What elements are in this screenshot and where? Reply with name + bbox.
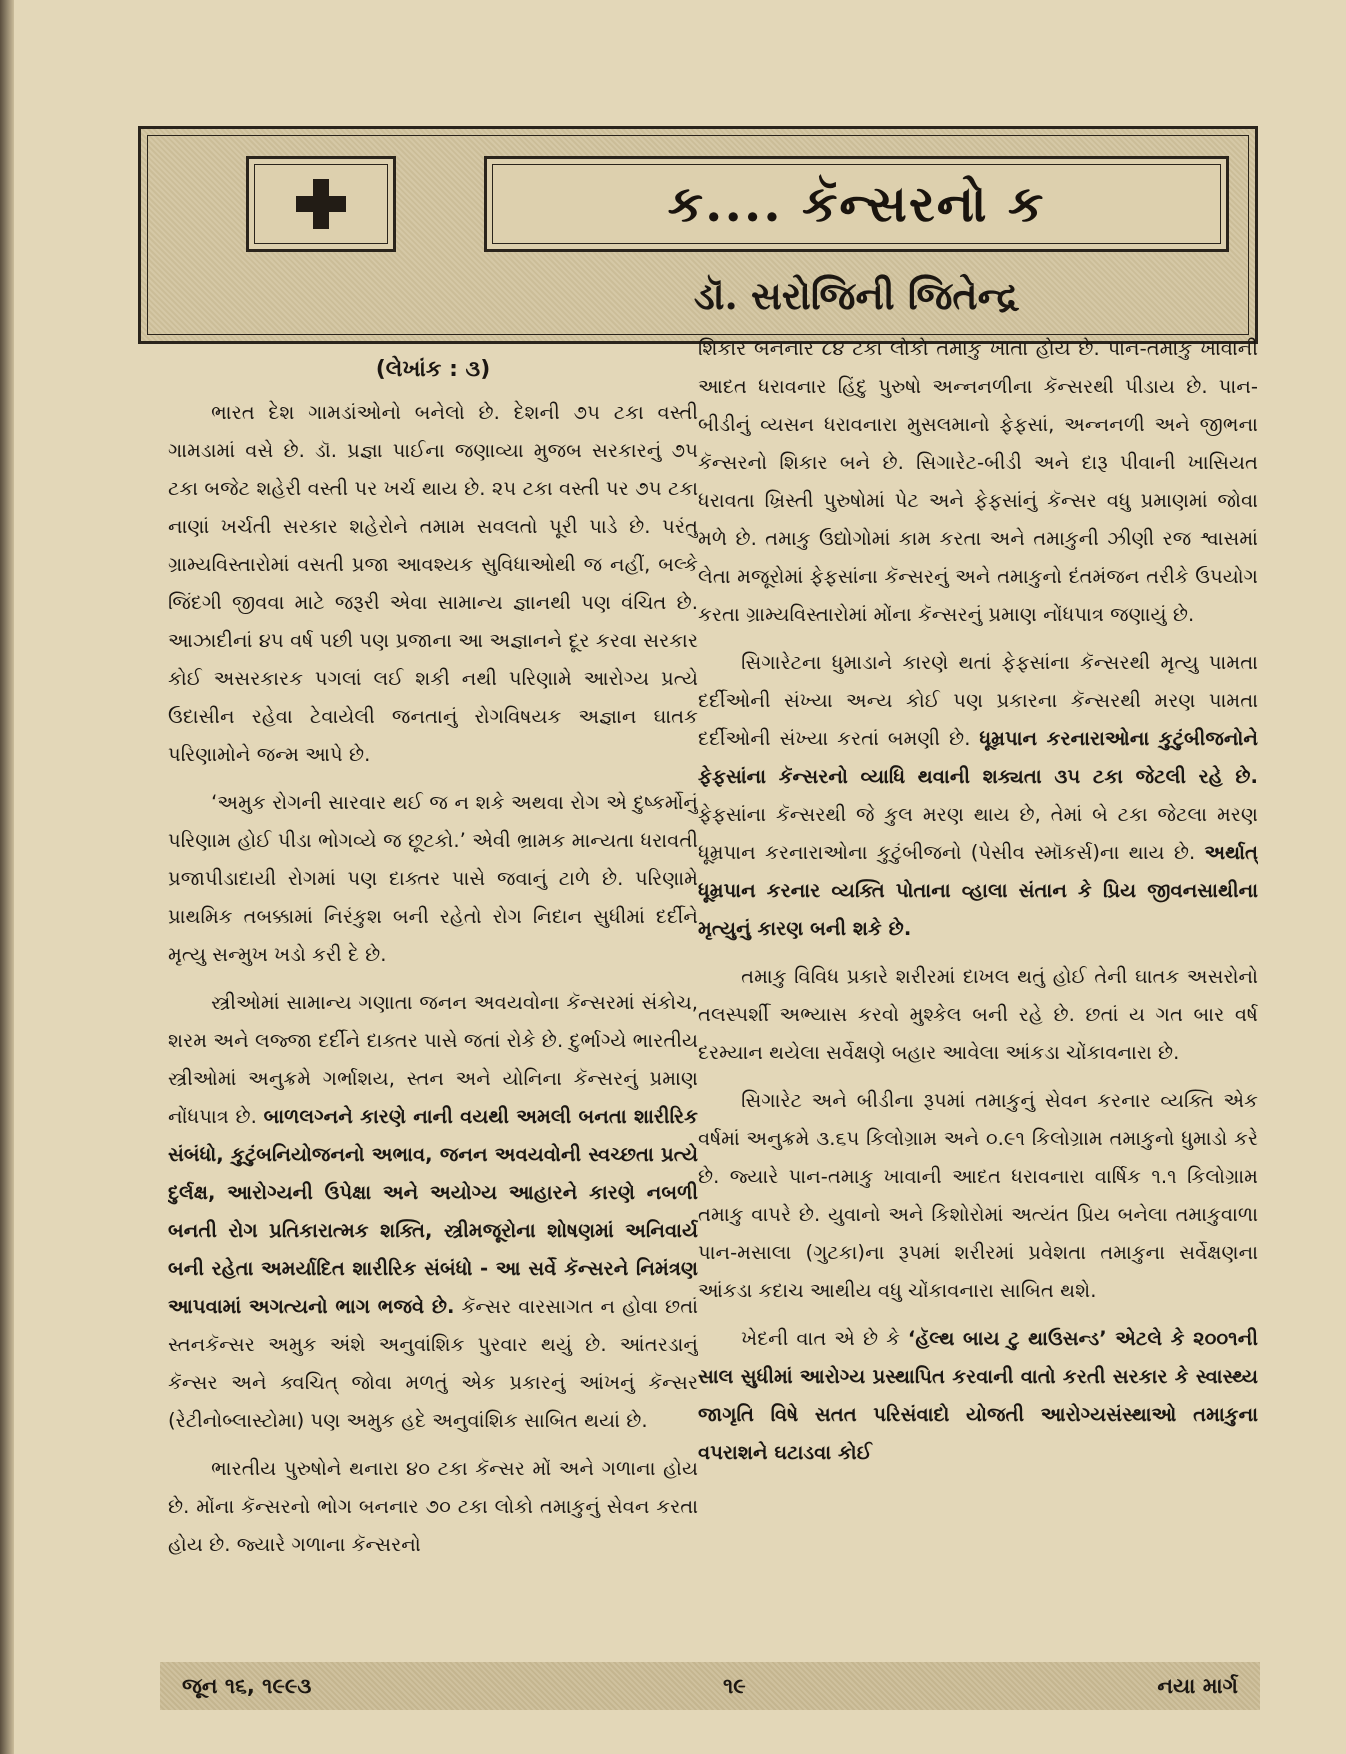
bold-text: ‘હૅલ્થ બાય ટુ થાઉસન્ડ’ એટલે કે ૨૦૦૧ની સાલ સુધીમાં આરોગ્ય પ્રસ્થાપિત કરવાની વાતો કરતી સરકાર કે સ્વાસ્થ્ય જાગૃતિ વિષે સતત પરિસંવાદો યોજતી આરોગ્યસંસ્થાઓ તમાકુના વપરાશને ઘટાડવા કોઈ — [698, 1327, 1258, 1464]
bold-text: અર્થાત્ ધૂમ્રપાન કરનાર વ્યક્તિ પોતાના વ્હાલા સંતાન કે પ્રિય જીવનસાથીના મૃત્યુનું કારણ બની શકે છે. — [698, 841, 1258, 940]
paragraph: ‘અમુક રોગની સારવાર થઈ જ ન શકે અથવા રોગ એ દુષ્કર્મોનું પરિણામ હોઈ પીડા ભોગવ્યે જ છૂટકો.’ એવી ભ્રામક માન્યતા ધરાવતી પ્રજાપીડાદાયી રોગમાં પણ દાક્તર પાસે જવાનું ટાળે છે. પરિણામે પ્રાથમિક તબક્કામાં નિરંકુશ બની રહેતો રોગ નિદાન સુધીમાં દર્દીને મૃત્યુ સન્મુખ ખડો કરી દે છે. — [168, 791, 698, 966]
paragraph-text: ફેફસાંના કૅન્સરથી જે કુલ મરણ થાય છે, તેમાં બે ટકા જેટલા મરણ ધૂમ્રપાન કરનારાઓના કુટુંબીજનો (પેસીવ સ્મૉકર્સ)ના થાય છે. — [698, 803, 1258, 864]
author-name: ડૉ. સરોજિની જિતેન્દ્ર — [693, 273, 1020, 318]
paragraph — [698, 1320, 1258, 1472]
paragraph — [168, 984, 698, 1440]
paragraph — [698, 644, 1258, 948]
paragraph-text: કૅન્સર વારસાગત ન હોવા છતાં સ્તનકૅન્સર અમુક અંશે અનુવાંશિક પુરવાર થયું છે. આંતરડાનું કૅન્સર અને ક્વચિત્ જોવા મળતું એક પ્રકારનું આંખનું કૅન્સર (રેટીનોબ્લાસ્ટોમા) પણ અમુક હદે અનુવાંશિક સાબિત થયાં છે. — [168, 1295, 698, 1432]
cross-emblem-box — [246, 156, 396, 252]
title-box — [484, 156, 1229, 252]
issue-date: જૂન ૧૬, ૧૯૯૩ — [182, 1673, 312, 1698]
article-title: ક.... કૅન્સરનો ક — [667, 174, 1046, 233]
bold-text: ધૂમ્રપાન કરનારાઓના કુટુંબીજનોને ફેફસાંના કૅન્સરનો વ્યાધિ થવાની શક્યતા ૩૫ ટકા જેટલી રહે છે. — [698, 727, 1258, 788]
paragraph: તમાકુ વિવિધ પ્રકારે શરીરમાં દાખલ થતું હોઈ તેની ઘાતક અસરોનો તલસ્પર્શી અભ્યાસ કરવો મુશ્કેલ બની રહે છે. છતાં ય ગત બાર વર્ષ દરમ્યાન થયેલા સર્વેક્ષણે બહાર આવેલા આંકડા ચોંકાવનારા છે. — [698, 965, 1258, 1064]
paragraph: ભારતીય પુરુષોને થનારા ૪૦ ટકા કૅન્સર મોં અને ગળાના હોય છે. મોંના કૅન્સરનો ભોગ બનનાર ૭૦ ટકા લોકો તમાકુનું સેવન કરતા હોય છે. જ્યારે ગળાના કૅન્સરનો — [168, 1457, 698, 1556]
page-binding-edge — [0, 0, 14, 1754]
paragraph-text: સિગારેટના ધુમાડાને કારણે થતાં ફેફસાંના કૅન્સરથી મૃત્યુ પામતા દર્દીઓની સંખ્યા અન્ય કોઈ પણ પ્રકારના કૅન્સરથી મરણ પામતા દર્દીઓની સંખ્યા કરતાં બમણી છે. — [698, 651, 1258, 750]
bold-text: બાળલગ્નને કારણે નાની વયથી અમલી બનતા શારીરિક સંબંધો, કુટુંબનિયોજનનો અભાવ, જનન અવયવોની સ્વચ્છતા પ્રત્યે દુર્લક્ષ, આરોગ્યની ઉપેક્ષા અને અયોગ્ય આહારને કારણે નબળી બનતી રોગ પ્રતિકારાત્મક શક્તિ, સ્ત્રીમજૂરોના શોષણમાં અનિવાર્ય બની રહેતા અમર્યાદિત શારીરિક સંબંધો - આ સર્વે કૅન્સરને નિમંત્રણ આપવામાં અગત્યનો ભાગ ભજવે છે. — [168, 1105, 698, 1318]
right-column — [698, 330, 1258, 1708]
plus-cross-icon — [296, 179, 346, 229]
paragraph: સિગારેટ અને બીડીના રૂપમાં તમાકુનું સેવન કરનાર વ્યક્તિ એક વર્ષમાં અનુક્રમે ૩.૬૫ કિલોગ્રામ અને ૦.૯૧ કિલોગ્રામ તમાકુનો ધુમાડો કરે છે. જ્યારે પાન-તમાકુ ખાવાની આદત ધરાવનારા વાર્ષિક ૧.૧ કિલોગ્રામ તમાકુ વાપરે છે. યુવાનો અને કિશોરોમાં અત્યંત પ્રિય બનેલા તમાકુવાળા પાન-મસાલા (ગુટકા)ના રૂપમાં શરીરમાં પ્રવેશતા તમાકુના સર્વેક્ષણના આંકડા કદાચ આથીય વધુ ચોંકાવનારા સાબિત થશે. — [698, 1089, 1258, 1302]
page-footer — [160, 1662, 1260, 1710]
paragraph: ભારત દેશ ગામડાંઓનો બનેલો છે. દેશની ૭૫ ટકા વસ્તી ગામડામાં વસે છે. ડૉ. પ્રજ્ઞા પાઈના જણાવ્યા મુજબ સરકારનું ૭૫ ટકા બજેટ શહેરી વસ્તી પર ખર્ચ થાય છે. ૨૫ ટકા વસ્તી પર ૭૫ ટકા નાણાં ખર્ચતી સરકાર શહેરોને તમામ સવલતો પૂરી પાડે છે. પરંતુ ગ્રામ્યવિસ્તારોમાં વસતી પ્રજા આવશ્યક સુવિધાઓથી જ નહીં, બલ્કે જિંદગી જીવવા માટે જરૂરી એવા સામાન્ય જ્ઞાનથી પણ વંચિત છે. આઝાદીનાં ૪૫ વર્ષ પછી પણ પ્રજાના આ અજ્ઞાનને દૂર કરવા સરકાર કોઈ અસરકારક પગલાં લઈ શકી નથી પરિણામે આરોગ્ય પ્રત્યે ઉદાસીન રહેવા ટેવાયેલી જનતાનું રોગવિષયક અજ્ઞાન ઘાતક પરિણામોને જન્મ આપે છે. — [168, 401, 698, 766]
left-column — [168, 350, 698, 1708]
paragraph-text: સ્ત્રીઓમાં સામાન્ય ગણાતા જનન અવયવોના કૅન્સરમાં સંકોચ, શરમ અને લજ્જા દર્દીને દાક્તર પાસે જતાં રોકે છે. દુર્ભાગ્યે ભારતીય સ્ત્રીઓમાં અનુક્રમે ગર્ભાશય, સ્તન અને યોનિના કૅન્સરનું પ્રમાણ નોંધપાત્ર છે. — [168, 991, 698, 1128]
paragraph-text: ખેદની વાત એ છે કે — [741, 1327, 908, 1350]
paragraph: શિકાર બનનાર ૮૪ ટકા લોકો તમાકુ ખાતા હોય છે. પાન-તમાકુ ખાવાની આદત ધરાવનાર હિંદુ પુરુષો અન્નનળીના કૅન્સરથી પીડાય છે. પાન-બીડીનું વ્યસન ધરાવનારા મુસલમાનો ફેફસાં, અન્નનળી અને જીભના કૅન્સરનો શિકાર બને છે. સિગારેટ-બીડી અને દારૂ પીવાની ખાસિયત ધરાવતા ખ્રિસ્તી પુરુષોમાં પેટ અને ફેફસાંનું કૅન્સર વધુ પ્રમાણમાં જોવા મળે છે. તમાકુ ઉદ્યોગોમાં કામ કરતા અને તમાકુની ઝીણી રજ શ્વાસમાં લેતા મજૂરોમાં ફેફસાંના કૅન્સરનું અને તમાકુનો દંતમંજન તરીકે ઉપયોગ કરતા ગ્રામ્યવિસ્તારોમાં મોંના કૅન્સરનું પ્રમાણ નોંધપાત્ર જણાયું છે. — [698, 337, 1258, 626]
magazine-name: નયા માર્ગ — [1157, 1673, 1238, 1698]
page-number: ૧૯ — [722, 1673, 746, 1698]
series-subhead: (લેખાંક : ૩) — [375, 357, 491, 382]
